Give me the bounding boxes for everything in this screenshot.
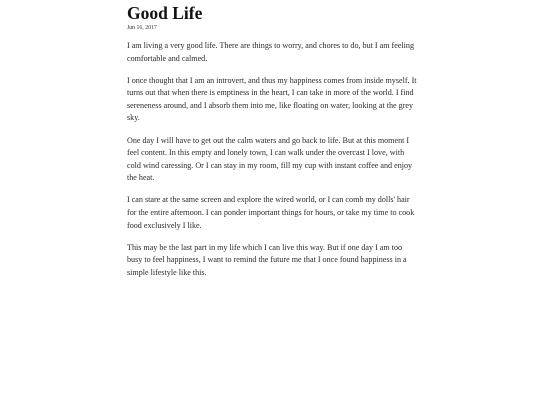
paragraph-3: One day I will have to get out the calm waters and go back to life. But at this moment I feel content. In this empty and lonely town, I can walk under the overcast I love, with cold wind caressing. Or I can stay in my room, fill my cup with instant coffee and enjoy the heat. bbox=[127, 135, 413, 183]
paragraph-5: This may be the last part in my life which I can live this way. But if one day I am too busy to feel happiness, I want to remind the future me that I once found happiness in a simple lifestyle like this. bbox=[127, 242, 407, 277]
post-body bbox=[127, 40, 417, 280]
paragraph-1: I am living a very good life. There are things to worry, and chores to do, but I am feeling comfortable and calmed. bbox=[127, 41, 415, 63]
paragraph-4: I can stare at the same screen and explore the wired world, or I can comb my dolls' hair for the entire afternoon. I can ponder important things for hours, or take my time to cook food exclusively I like. bbox=[127, 195, 415, 230]
post-date: Jun 16, 2017 bbox=[127, 25, 157, 31]
paragraph-2: I once thought that I am an introvert, and thus my happiness comes from inside myself. It turns out that when there is emptiness in the heart, I can take in more of the world. I find sereneness around, and I absorb them into me, like floating on water, looking at the grey sky. bbox=[127, 75, 417, 123]
blog-post bbox=[127, 2, 417, 289]
post-title: Good Life bbox=[127, 3, 203, 23]
